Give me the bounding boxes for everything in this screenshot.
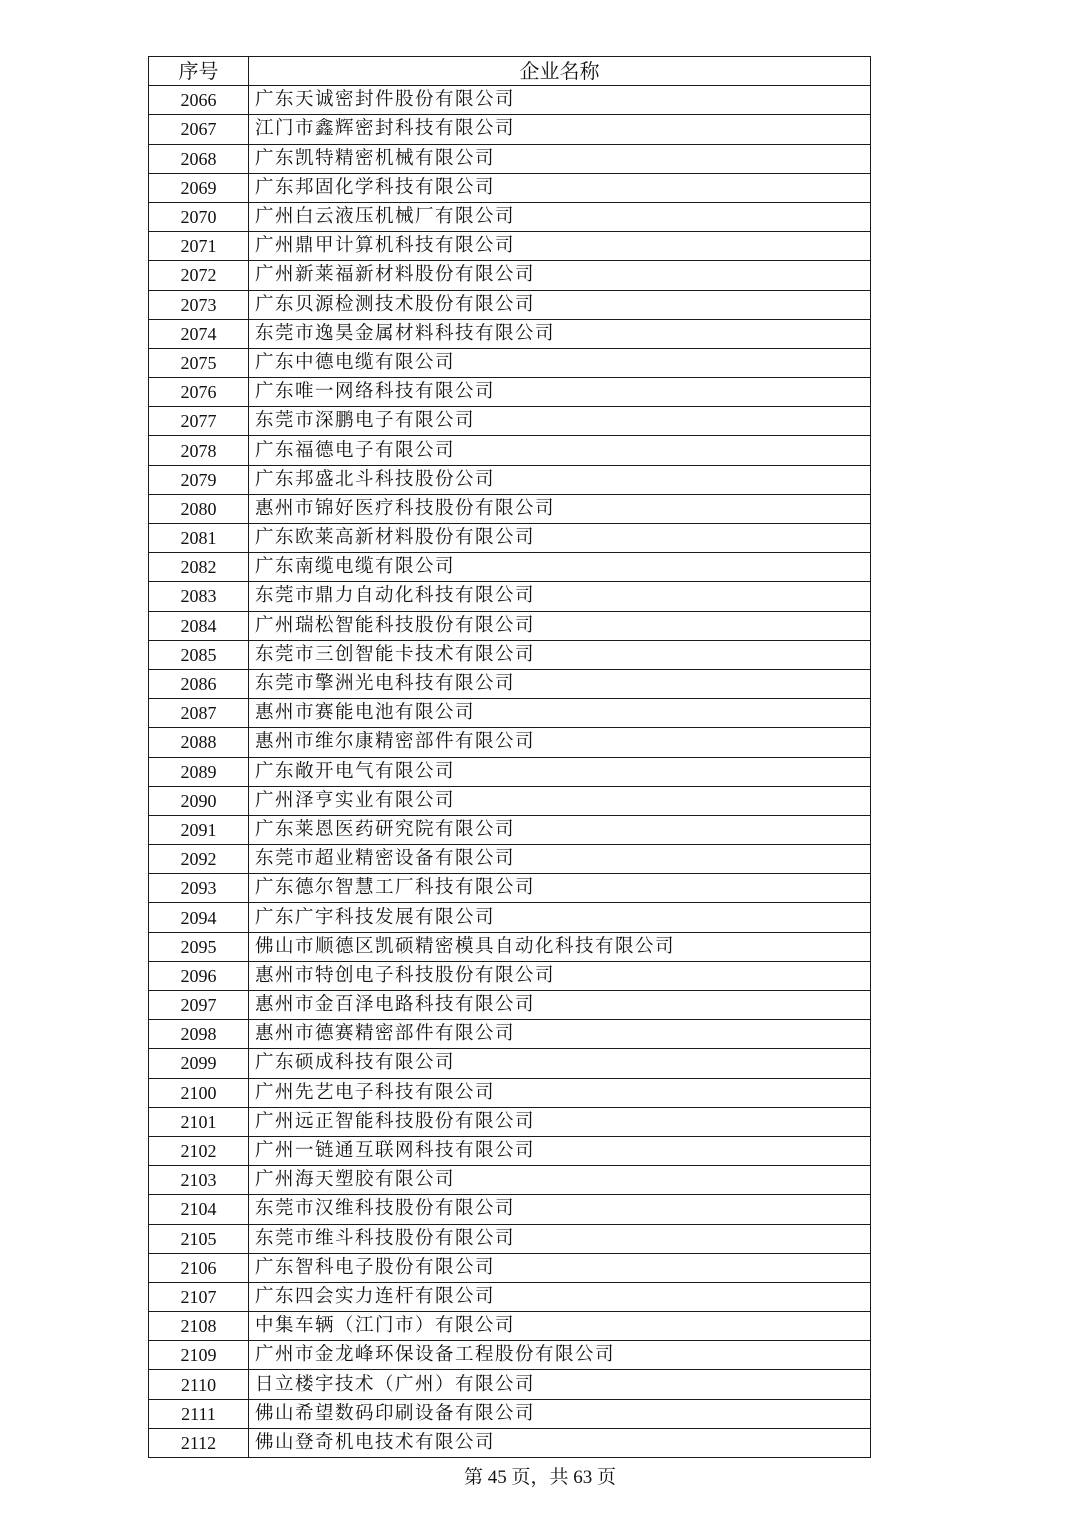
company-name-cell: 东莞市汉维科技股份有限公司 <box>249 1195 871 1224</box>
table-row <box>149 553 871 582</box>
company-name-cell: 惠州市赛能电池有限公司 <box>249 699 871 728</box>
table-row <box>149 407 871 436</box>
serial-number-cell: 2074 <box>149 319 249 348</box>
serial-number-cell: 2071 <box>149 232 249 261</box>
serial-number-cell: 2084 <box>149 611 249 640</box>
serial-number-cell: 2100 <box>149 1078 249 1107</box>
serial-number-cell: 2103 <box>149 1166 249 1195</box>
table-row <box>149 348 871 377</box>
company-name-cell: 广州远正智能科技股份有限公司 <box>249 1107 871 1136</box>
serial-number-cell: 2073 <box>149 290 249 319</box>
company-name-cell: 佛山希望数码印刷设备有限公司 <box>249 1399 871 1428</box>
company-name-cell: 佛山市顺德区凯硕精密模具自动化科技有限公司 <box>249 932 871 961</box>
serial-number-cell: 2082 <box>149 553 249 582</box>
company-name-cell: 惠州市维尔康精密部件有限公司 <box>249 728 871 757</box>
table-row <box>149 1399 871 1428</box>
serial-number-cell: 2099 <box>149 1049 249 1078</box>
table-row <box>149 1020 871 1049</box>
serial-number-cell: 2090 <box>149 786 249 815</box>
serial-number-cell: 2077 <box>149 407 249 436</box>
company-name-cell: 广州市金龙峰环保设备工程股份有限公司 <box>249 1341 871 1370</box>
company-name-cell: 广东唯一网络科技有限公司 <box>249 378 871 407</box>
company-name-cell: 东莞市维斗科技股份有限公司 <box>249 1224 871 1253</box>
table-row <box>149 874 871 903</box>
serial-number-cell: 2101 <box>149 1107 249 1136</box>
table-row <box>149 144 871 173</box>
serial-number-cell: 2106 <box>149 1253 249 1282</box>
table-row <box>149 232 871 261</box>
table-row <box>149 1136 871 1165</box>
company-name-cell: 广州新莱福新材料股份有限公司 <box>249 261 871 290</box>
company-name-cell: 惠州市德赛精密部件有限公司 <box>249 1020 871 1049</box>
serial-number-cell: 2066 <box>149 86 249 115</box>
table-row <box>149 319 871 348</box>
table-row <box>149 1078 871 1107</box>
company-name-cell: 东莞市超业精密设备有限公司 <box>249 845 871 874</box>
company-name-cell: 广州泽亨实业有限公司 <box>249 786 871 815</box>
company-name-cell: 广州鼎甲计算机科技有限公司 <box>249 232 871 261</box>
table-row <box>149 115 871 144</box>
serial-number-cell: 2107 <box>149 1282 249 1311</box>
company-name-cell: 东莞市逸昊金属材料科技有限公司 <box>249 319 871 348</box>
table-row <box>149 1195 871 1224</box>
serial-number-cell: 2111 <box>149 1399 249 1428</box>
serial-number-cell: 2083 <box>149 582 249 611</box>
company-name-cell: 广州一链通互联网科技有限公司 <box>249 1136 871 1165</box>
table-body <box>149 86 871 1458</box>
company-name-cell: 东莞市三创智能卡技术有限公司 <box>249 640 871 669</box>
serial-number-cell: 2079 <box>149 465 249 494</box>
company-name-cell: 中集车辆（江门市）有限公司 <box>249 1312 871 1341</box>
table-row <box>149 728 871 757</box>
table-row <box>149 1428 871 1457</box>
company-name-cell: 广东硕成科技有限公司 <box>249 1049 871 1078</box>
serial-number-cell: 2085 <box>149 640 249 669</box>
table-row <box>149 524 871 553</box>
serial-number-cell: 2105 <box>149 1224 249 1253</box>
company-name-cell: 广州先艺电子科技有限公司 <box>249 1078 871 1107</box>
table-row <box>149 1107 871 1136</box>
table-row <box>149 261 871 290</box>
table-row <box>149 845 871 874</box>
table-row <box>149 173 871 202</box>
serial-number-cell: 2078 <box>149 436 249 465</box>
table-row <box>149 1049 871 1078</box>
table-row <box>149 1224 871 1253</box>
serial-number-cell: 2098 <box>149 1020 249 1049</box>
table-row <box>149 640 871 669</box>
serial-number-cell: 2087 <box>149 699 249 728</box>
table-row <box>149 1166 871 1195</box>
company-name-cell: 惠州市金百泽电路科技有限公司 <box>249 991 871 1020</box>
serial-number-cell: 2091 <box>149 815 249 844</box>
table-row <box>149 1370 871 1399</box>
company-name-cell: 广东敞开电气有限公司 <box>249 757 871 786</box>
serial-number-cell: 2086 <box>149 669 249 698</box>
company-name-cell: 广东邦盛北斗科技股份公司 <box>249 465 871 494</box>
header-company-name: 企业名称 <box>249 57 871 86</box>
table-row <box>149 86 871 115</box>
serial-number-cell: 2069 <box>149 173 249 202</box>
serial-number-cell: 2068 <box>149 144 249 173</box>
company-name-cell: 日立楼宇技术（广州）有限公司 <box>249 1370 871 1399</box>
company-name-cell: 江门市鑫辉密封科技有限公司 <box>249 115 871 144</box>
table-row <box>149 436 871 465</box>
table-row <box>149 582 871 611</box>
serial-number-cell: 2096 <box>149 961 249 990</box>
serial-number-cell: 2108 <box>149 1312 249 1341</box>
table-row <box>149 202 871 231</box>
company-name-cell: 广东凯特精密机械有限公司 <box>249 144 871 173</box>
serial-number-cell: 2089 <box>149 757 249 786</box>
table-row <box>149 961 871 990</box>
header-serial-number: 序号 <box>149 57 249 86</box>
serial-number-cell: 2102 <box>149 1136 249 1165</box>
company-name-cell: 广东天诚密封件股份有限公司 <box>249 86 871 115</box>
table-row <box>149 1312 871 1341</box>
serial-number-cell: 2104 <box>149 1195 249 1224</box>
table-row <box>149 611 871 640</box>
company-name-cell: 广东南缆电缆有限公司 <box>249 553 871 582</box>
serial-number-cell: 2080 <box>149 494 249 523</box>
company-name-cell: 广东福德电子有限公司 <box>249 436 871 465</box>
company-name-cell: 广州白云液压机械厂有限公司 <box>249 202 871 231</box>
serial-number-cell: 2070 <box>149 202 249 231</box>
serial-number-cell: 2097 <box>149 991 249 1020</box>
table-row <box>149 378 871 407</box>
company-name-cell: 广州海天塑胶有限公司 <box>249 1166 871 1195</box>
serial-number-cell: 2072 <box>149 261 249 290</box>
table-row <box>149 903 871 932</box>
serial-number-cell: 2093 <box>149 874 249 903</box>
table-row <box>149 290 871 319</box>
table-row <box>149 699 871 728</box>
company-name-cell: 广东广宇科技发展有限公司 <box>249 903 871 932</box>
table-row <box>149 494 871 523</box>
company-name-cell: 惠州市锦好医疗科技股份有限公司 <box>249 494 871 523</box>
company-table <box>148 56 871 1458</box>
serial-number-cell: 2081 <box>149 524 249 553</box>
table-header-row <box>149 57 871 86</box>
company-name-cell: 广东中德电缆有限公司 <box>249 348 871 377</box>
table-row <box>149 1253 871 1282</box>
serial-number-cell: 2075 <box>149 348 249 377</box>
table-row <box>149 991 871 1020</box>
serial-number-cell: 2110 <box>149 1370 249 1399</box>
company-name-cell: 广东莱恩医药研究院有限公司 <box>249 815 871 844</box>
page-number-footer: 第 45 页，共 63 页 <box>463 1467 616 1488</box>
serial-number-cell: 2076 <box>149 378 249 407</box>
company-name-cell: 广东欧莱高新材料股份有限公司 <box>249 524 871 553</box>
company-name-cell: 东莞市鼎力自动化科技有限公司 <box>249 582 871 611</box>
serial-number-cell: 2109 <box>149 1341 249 1370</box>
table-row <box>149 1341 871 1370</box>
company-name-cell: 广东德尔智慧工厂科技有限公司 <box>249 874 871 903</box>
company-name-cell: 佛山登奇机电技术有限公司 <box>249 1428 871 1457</box>
serial-number-cell: 2092 <box>149 845 249 874</box>
table-row <box>149 786 871 815</box>
serial-number-cell: 2095 <box>149 932 249 961</box>
table-row <box>149 1282 871 1311</box>
company-name-cell: 广东贝源检测技术股份有限公司 <box>249 290 871 319</box>
table-row <box>149 757 871 786</box>
table-row <box>149 815 871 844</box>
company-name-cell: 广州瑞松智能科技股份有限公司 <box>249 611 871 640</box>
company-name-cell: 东莞市擎洲光电科技有限公司 <box>249 669 871 698</box>
company-name-cell: 东莞市深鹏电子有限公司 <box>249 407 871 436</box>
company-name-cell: 惠州市特创电子科技股份有限公司 <box>249 961 871 990</box>
table-row <box>149 669 871 698</box>
serial-number-cell: 2094 <box>149 903 249 932</box>
serial-number-cell: 2067 <box>149 115 249 144</box>
serial-number-cell: 2112 <box>149 1428 249 1457</box>
table-row <box>149 932 871 961</box>
table-row <box>149 465 871 494</box>
company-name-cell: 广东邦固化学科技有限公司 <box>249 173 871 202</box>
company-name-cell: 广东智科电子股份有限公司 <box>249 1253 871 1282</box>
serial-number-cell: 2088 <box>149 728 249 757</box>
company-name-cell: 广东四会实力连杆有限公司 <box>249 1282 871 1311</box>
